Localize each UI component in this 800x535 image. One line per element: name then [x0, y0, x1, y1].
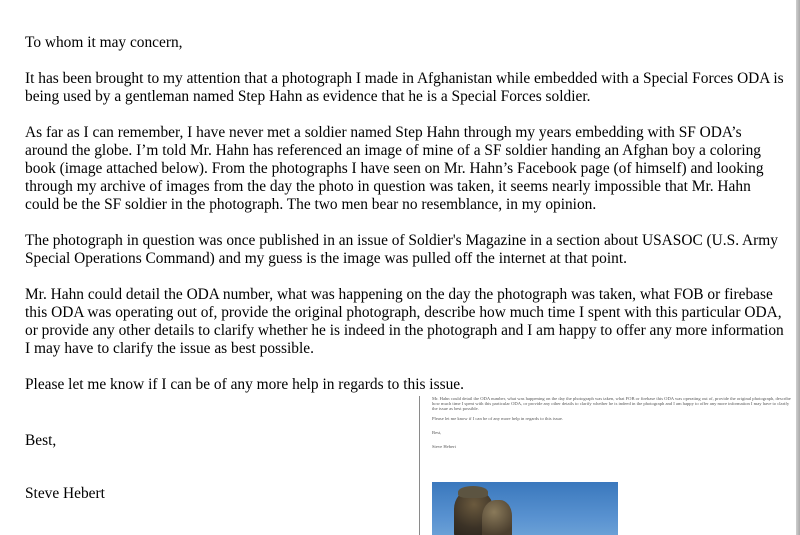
signature: Steve Hebert — [25, 485, 105, 502]
paragraph-2: As far as I can remember, I have never met a soldier named Step Hahn through my years embedding with SF ODA’s around the globe. I’m told Mr. Hahn has referenced an image of mine of a SF soldier handing an Afghan boy a coloring book (image attached below). From the photographs I have seen on Mr. Hahn’s Facebook page (of himself) and looking through my archive of images from the day the photo in question was taken, it seems nearly impossible that Mr. Hahn could be the SF soldier in the photograph. The two men bear no resemblance, in my opinion. — [25, 124, 764, 213]
thumbnail-border — [419, 396, 420, 535]
soldier-hat — [458, 486, 488, 498]
letter-body — [25, 34, 785, 412]
boy-figure — [482, 500, 512, 535]
thumbnail-paragraph: Mr. Hahn could detail the ODA number, what was happening on the day the photograph was taken, what FOB or firebase this ODA was operating out of, provide the original photograph, describe how much time I spent with this particular ODA, or provide any other details to clarify whether he is indeed in the photograph and I am happy to offer any more information I may have to clarify the issue as best possible. — [432, 396, 791, 412]
paragraph-3: The photograph in question was once published in an issue of Soldier's Magazine in a section about USASOC (U.S. Army Special Operations Command) and my guess is the image was pulled off the internet at that point. — [25, 232, 778, 267]
soldier-photo — [432, 482, 618, 535]
window-edge — [796, 0, 800, 535]
thumbnail-signature: Steve Hebert — [432, 444, 456, 450]
thumbnail-text — [432, 396, 792, 458]
closing: Best, — [25, 432, 57, 449]
thumbnail-best: Best, — [432, 429, 442, 435]
paragraph-1: It has been brought to my attention that a photograph I made in Afghanistan while embedded with a Special Forces ODA is being used by a gentleman named Step Hahn as evidence that he is a Special Forces soldier. — [25, 70, 784, 105]
salutation: To whom it may concern, — [25, 34, 183, 51]
paragraph-4: Mr. Hahn could detail the ODA number, what was happening on the day the photograph was taken, what FOB or firebase this ODA was operating out of, provide the original photograph, describe how much time I spent with this particular ODA, or provide any other details to clarify whether he is indeed in the photograph and I am happy to offer any more information I may have to clarify the issue as best possible. — [25, 286, 784, 357]
letter-thumbnail-image — [419, 396, 800, 535]
paragraph-5: Please let me know if I can be of any more help in regards to this issue. — [25, 376, 464, 393]
thumbnail-closing-line: Please let me know if I can be of any more help in regards to this issue. — [432, 415, 564, 421]
